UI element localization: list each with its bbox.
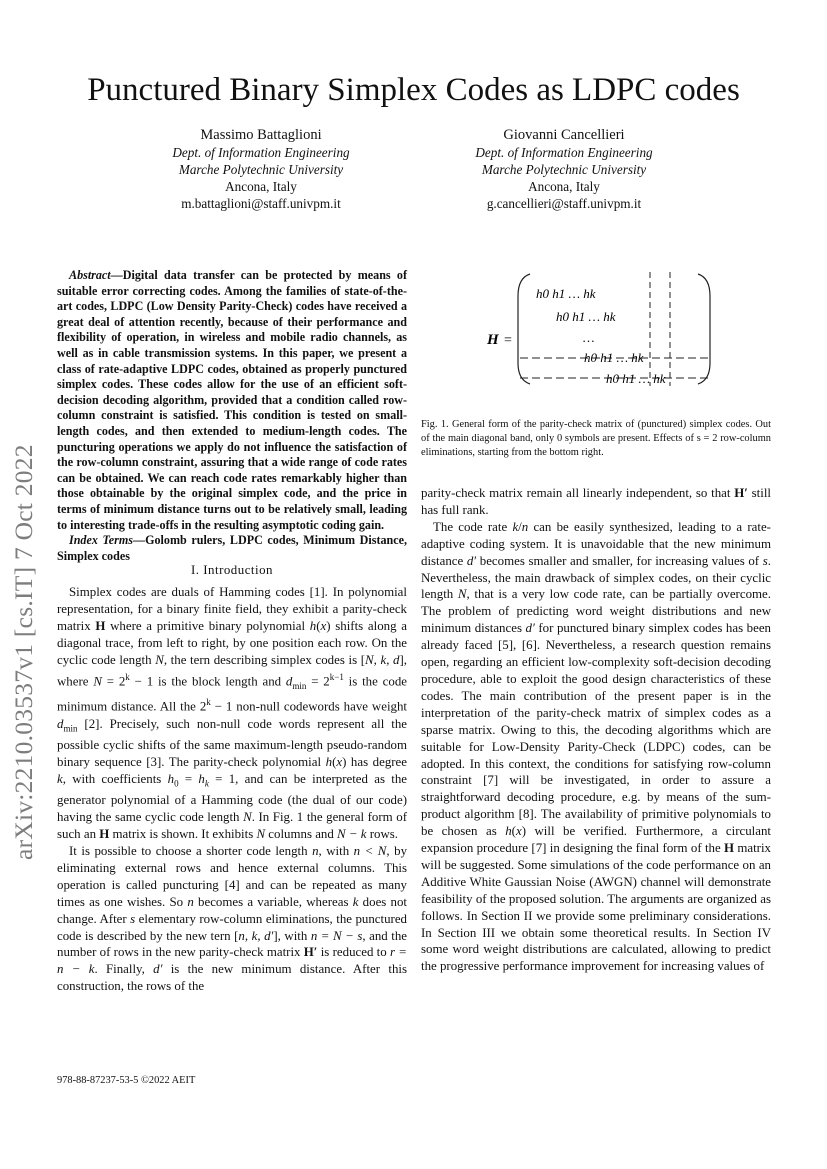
abstract-label: Abstract: [69, 268, 111, 282]
author-name: Giovanni Cancellieri: [503, 127, 625, 143]
author-dept: Dept. of Information Engineering: [475, 145, 653, 160]
matrix-row: h0 h1 … hk: [536, 286, 596, 301]
figure-caption: Fig. 1. General form of the parity-check matrix of (punctured) simplex codes. Out of the main diagonal band, only 0 symbols are present. Effects of s = 2 row-column eliminations, starting from the bottom right.: [421, 419, 771, 458]
intro-column-right: parity-check matrix remain all linearly independent, so that H′ still has full rank. The code rate k/n can be easily synthesized, leading to a rate-adaptive coding system. It is unavoidable that the new minimum distance d′ becomes smaller and smaller, for increasing values of s. Nevertheless, the main drawback of simplex codes, on their cyclic length N, that is a very low code rate, can be partially overcome. The problem of predicting word weight distributions and new minimum distances d′ for punctured binary simplex codes has been already faced [5], [6]. Nevertheless, a research question remains open, regarding an efficient low-complexity soft-decision decoding procedure, able to exploit the good design characteristics of these codes. The main contribution of the present paper is in the interpretation of the parity-check matrix of simplex codes as a sparse matrix. Owing to this, the decoding algorithms which are suitable for Low-Density Parity-Check (LDPC) codes, can be adopted. In this context, the conditions for satisfying row-column constraint [7] will be investigated, in order to assure a straightforward decoding procedure, e.g. by means of the sum-product algorithm [8]. The availability of primitive polynomials to be chosen as h(x) will be verified. Furthermore, a circulant expansion procedure [7] in designing the final form of the H matrix will be suggested. Some simulations of the code performance on an Additive White Gaussian Noise (AWGN) channel will demonstrate feasibility of the proposed solution. The arguments are organized as follows. In Section II we provide some preliminary considerations. In Section III we obtain some theoretical results. In Section IV some word weight distributions are calculated, allowing to predict the progressive performance improvement for increasing values of: [421, 486, 772, 974]
author-email: m.battaglioni@staff.univpm.it: [181, 196, 341, 211]
abstract-text: —Digital data transfer can be protected by means of suitable error correcting codes. Among the families of state-of-the-art codes, LDPC (Low Density Parity-Check) codes have received a great deal of attention recently, because of their performance and flexibility of operation, in wireless and mobile radio channels, as well as in cable transmission systems. In this paper, we present a class of rate-adaptive LDPC codes, obtained as properly punctured simplex codes. These codes allow for the use of an efficient soft-decision decoding algorithm, provided that a condition called row-column constraint is satisfied. This condition is tested on small-length codes, and then extended to medium-length codes. The puncturing operations we apply do not influence the satisfaction of the row-column constraint, assuring that a wide range of code rates can be obtained. We can reach code rates remarkably higher than those obtainable by the original simplex code, and the price in terms of minimum distance turns out to be relatively small, leading to interesting trade-offs in the resulting asymptotic coding gain.: [57, 268, 407, 532]
intro-column-left: Simplex codes are duals of Hamming codes [1]. In polynomial representation, for a binary finite field, they exhibit a parity-check matrix H where a primitive binary polynomial h(x) shifts along a diagonal trace, from left to right, by one position each row. On the cyclic code length N, the tern describing simplex codes is [N, k, d], where $N = 2^k - 1$ is the block length and $d_{min} = 2^{k-1}$ is the code minimum distance. All the $2^k - 1$ non-null codewords have weight $d_{min}$ [2]. Precisely, such non-null code words represent all the possible cyclic shifts of the same maximum-length pseudo-random binary sequence [3]. The parity-check polynomial h(x) has degree k, with coefficients $h_0 = h_k = 1$, and can be interpreted as the generator polynomial of a Hamming code (the dual of our code) having the same cyclic code length N. In Fig. 1 the general form of such an H matrix is shown. It exhibits N columns and N − k rows. It is possible to choose a shorter code length n, with n < N, by eliminating external rows and hence external columns. This operation is called puncturing [4] and can be repeated as many times as one wishes. So n becomes a variable, whereas k does not change. After s elementary row-column eliminations, the punctured code is described by the new tern [n, k, d′], with n = N − s, and the number of rows in the new parity-check matrix H′ is reduced to r = n − k. Finally, d′ is the new minimum distance. After this construction, the rows of the: [57, 585, 408, 994]
author-block-2: [414, 127, 714, 212]
index-terms-label: Index Terms: [69, 533, 133, 548]
abstract: [57, 268, 407, 564]
matrix-right-bracket: [698, 274, 710, 384]
author-email: g.cancellieri@staff.univpm.it: [486, 196, 642, 211]
parity-check-matrix-figure: [480, 268, 730, 398]
index-terms-text: —Golomb rulers, LDPC codes, Minimum Distance, Simplex codes: [57, 533, 407, 563]
matrix-equals: =: [504, 333, 512, 348]
author-city: Ancona, Italy: [225, 179, 297, 194]
arxiv-stamp: arXiv:2210.03537v1 [cs.IT] 7 Oct 2022: [9, 444, 38, 860]
author-dept: Dept. of Information Engineering: [172, 145, 350, 160]
paper-title: Punctured Binary Simplex Codes as LDPC codes: [87, 72, 740, 108]
author-university: Marche Polytechnic University: [178, 162, 344, 177]
author-university: Marche Polytechnic University: [481, 162, 647, 177]
author-name: Massimo Battaglioni: [200, 127, 322, 143]
matrix-row: h0 h1 … hk: [556, 309, 616, 324]
page-footer: 978-88-87237-53-5 ©2022 AEIT: [57, 1075, 196, 1086]
matrix-label: H: [487, 332, 499, 348]
author-block-1: [111, 127, 411, 212]
matrix-row: h0 h1 … hk: [584, 350, 644, 365]
matrix-left-bracket: [518, 274, 530, 384]
matrix-row: h0 h1 … hk: [606, 371, 666, 386]
author-city: Ancona, Italy: [528, 179, 600, 194]
section-heading: I. Introduction: [191, 563, 273, 577]
matrix-dots: …: [582, 330, 595, 345]
